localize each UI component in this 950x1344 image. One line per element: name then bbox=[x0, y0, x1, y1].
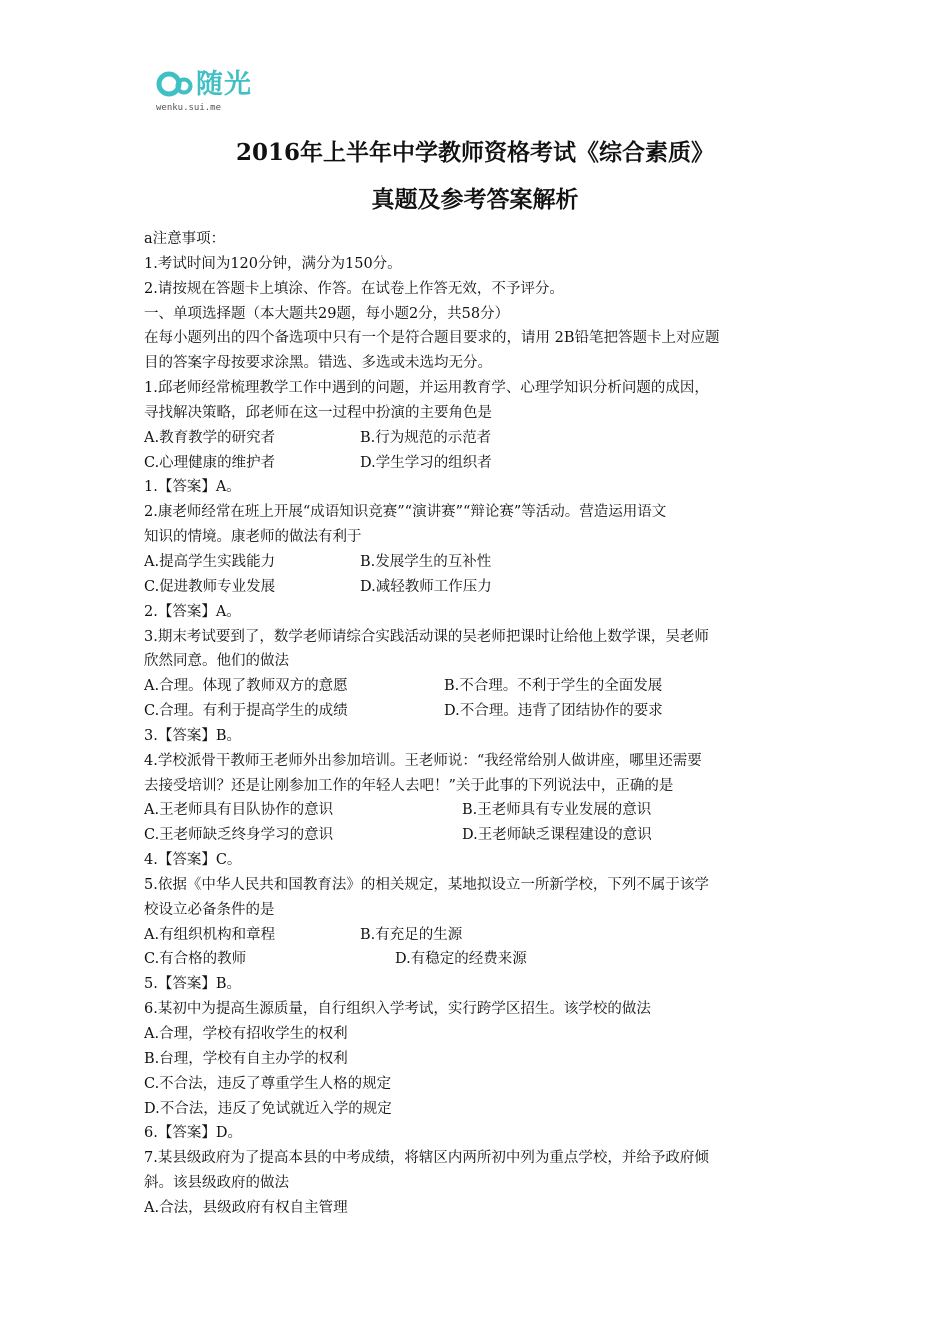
question-stem: 欣然同意。他们的做法 bbox=[144, 653, 289, 670]
option-row bbox=[144, 451, 814, 476]
question-stem: 斜。该县级政府的做法 bbox=[144, 1175, 289, 1192]
option-b: B.台理，学校有自主办学的权利 bbox=[144, 1050, 348, 1067]
question-stem: 3.期末考试要到了，数学老师请综合实践活动课的吴老师把课时让给他上数学课，吴老师 bbox=[144, 628, 709, 645]
option-a: A.合法，县级政府有权自主管理 bbox=[144, 1199, 348, 1216]
option-row bbox=[144, 823, 814, 848]
answer: 4.【答案】C。 bbox=[144, 852, 242, 869]
section-instruction: 在每小题列出的四个备选项中只有一个是符合题目要求的，请用 2B铅笔把答题卡上对应题 bbox=[144, 330, 720, 347]
notice-item: 1.考试时间为120分钟，满分为150分。 bbox=[144, 255, 402, 272]
question-stem: 去接受培训？还是让刚参加工作的年轻人去吧！”关于此事的下列说法中，正确的是 bbox=[144, 777, 674, 794]
question-4 bbox=[144, 749, 814, 873]
option-c: C.促进教师专业发展 bbox=[144, 578, 276, 595]
option-a: A.合理，学校有招收学生的权利 bbox=[144, 1026, 348, 1042]
option-row bbox=[144, 798, 814, 823]
option-c: C.心理健康的维护者 bbox=[144, 454, 276, 471]
notice-item: 2.请按规在答题卡上填涂、作答。在试卷上作答无效，不予评分。 bbox=[144, 280, 564, 297]
question-stem: 知识的情境。康老师的做法有利于 bbox=[144, 529, 362, 546]
answer: 6.【答案】D。 bbox=[144, 1125, 242, 1142]
question-stem: 5.依据《中华人民共和国教育法》的相关规定，某地拟设立一所新学校，下列不属于该学 bbox=[144, 876, 709, 893]
option-d: D.不合理。违背了团结协作的要求 bbox=[444, 703, 663, 720]
document-body bbox=[144, 227, 814, 1221]
question-stem: 1.邱老师经常梳理教学工作中遇到的问题，并运用教育学、心理学知识分析问题的成因， bbox=[144, 380, 709, 397]
option-b: B.发展学生的互补性 bbox=[360, 553, 492, 570]
option-a: A.合理。体现了教师双方的意愿 bbox=[144, 678, 348, 695]
question-5 bbox=[144, 873, 814, 997]
page-title: 2016年上半年中学教师资格考试《综合素质》 bbox=[235, 139, 714, 166]
option-a: A.提高学生实践能力 bbox=[144, 553, 276, 570]
logo-brand-name: 随光 bbox=[196, 69, 252, 100]
logo-icon bbox=[156, 68, 194, 98]
option-c: C.合理。有利于提高学生的成绩 bbox=[144, 703, 348, 720]
notice-heading: a注意事项： bbox=[144, 231, 226, 247]
question-stem: 寻找解决策略，邱老师在这一过程中扮演的主要角色是 bbox=[144, 404, 492, 421]
question-stem: 7.某县级政府为了提高本县的中考成绩，将辖区内两所初中列为重点学校，并给予政府倾 bbox=[144, 1150, 709, 1167]
section-heading: 一、单项选择题（本大题共29题，每小题2分，共58分） bbox=[144, 305, 510, 322]
page-subtitle: 真题及参考答案解析 bbox=[371, 186, 579, 213]
question-stem: 2.康老师经常在班上开展“成语知识竞赛”“演讲赛”“辩论赛”等活动。营造运用语文 bbox=[144, 504, 667, 521]
brand-logo bbox=[156, 68, 296, 116]
option-b: B.王老师具有专业发展的意识 bbox=[462, 802, 652, 819]
option-a: A.王老师具有目队协作的意识 bbox=[144, 802, 334, 819]
option-row bbox=[144, 923, 814, 948]
answer: 2.【答案】A。 bbox=[144, 603, 241, 620]
option-a: A.有组织机构和章程 bbox=[144, 926, 276, 943]
question-2 bbox=[144, 500, 814, 624]
option-row bbox=[144, 550, 814, 575]
option-d: D.学生学习的组织者 bbox=[360, 454, 492, 471]
option-d: D.不合法，违反了免试就近入学的规定 bbox=[144, 1100, 392, 1117]
option-b: B.有充足的生源 bbox=[360, 926, 463, 943]
option-a: A.教育教学的研究者 bbox=[144, 429, 276, 446]
answer: 3.【答案】B。 bbox=[144, 727, 241, 744]
answer: 1.【答案】A。 bbox=[144, 479, 241, 496]
question-stem: 校设立必备条件的是 bbox=[144, 901, 275, 918]
option-d: D.减轻教师工作压力 bbox=[360, 578, 492, 595]
option-row bbox=[144, 426, 814, 451]
question-1 bbox=[144, 376, 814, 500]
question-stem: 6.某初中为提高生源质量，自行组织入学考试，实行跨学区招生。该学校的做法 bbox=[144, 1001, 651, 1018]
answer: 5.【答案】B。 bbox=[144, 976, 241, 993]
option-row bbox=[144, 575, 814, 600]
question-3 bbox=[144, 625, 814, 749]
option-b: B.行为规范的示范者 bbox=[360, 429, 492, 446]
option-c: C.不合法，违反了尊重学生人格的规定 bbox=[144, 1075, 392, 1092]
option-b: B.不合理。不利于学生的全面发展 bbox=[444, 678, 663, 695]
option-c: C.王老师缺乏终身学习的意识 bbox=[144, 827, 334, 844]
option-row bbox=[144, 674, 814, 699]
option-c: C.有合格的教师 bbox=[144, 951, 247, 968]
question-7 bbox=[144, 1146, 814, 1221]
section-instruction: 目的答案字母按要求涂黑。错选、多选或未选均无分。 bbox=[144, 355, 492, 372]
option-d: D.王老师缺乏课程建设的意识 bbox=[462, 827, 652, 844]
option-row bbox=[144, 947, 814, 972]
option-row bbox=[144, 699, 814, 724]
question-stem: 4.学校派骨干教师王老师外出参加培训。王老师说：“我经常给别人做讲座，哪里还需要 bbox=[144, 752, 702, 769]
question-6 bbox=[144, 997, 814, 1146]
option-d: D.有稳定的经费来源 bbox=[395, 951, 527, 968]
logo-url: wenku.sui.me bbox=[156, 103, 222, 113]
